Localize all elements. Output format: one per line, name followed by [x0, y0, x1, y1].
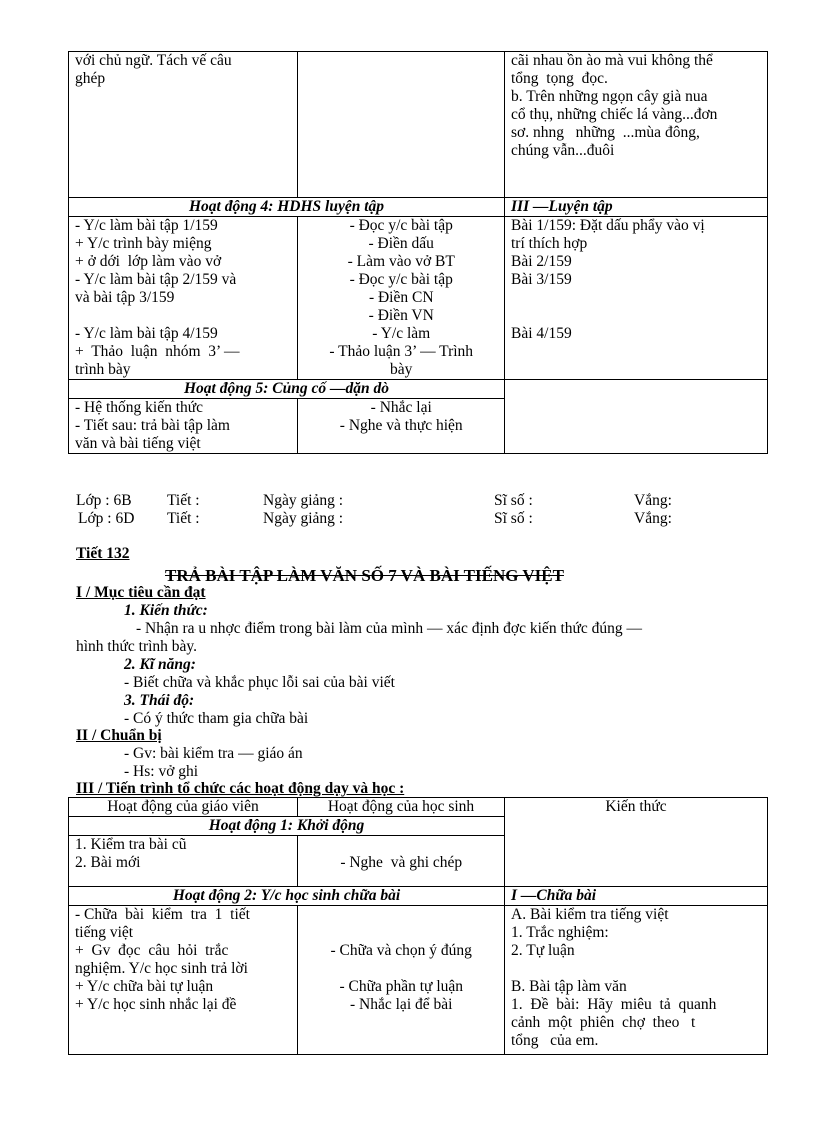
absent-label: Vắng: [634, 492, 672, 509]
cell-line: - Nghe và ghi chép [340, 854, 463, 871]
activity-2-cell [69, 887, 505, 1055]
knowledge-cell [505, 887, 768, 1055]
cell-line: - Tiết sau: trả bài tập làm [75, 417, 230, 434]
attitude-text: - Có ý thức tham gia chữa bài [124, 710, 309, 727]
activity-table-2 [68, 797, 768, 1055]
cell-line: bày [390, 361, 413, 378]
cell-line: - Chữa phần tự luận [339, 978, 464, 995]
cell-line: - Y/c làm [372, 325, 431, 342]
table-row [69, 380, 768, 454]
cell-line: B. Bài tập làm văn [511, 978, 627, 995]
section-procedure: III / Tiến trình tổ chức các hoạt động dạy và học : [76, 780, 405, 797]
spacer [304, 836, 498, 854]
table-cell [505, 52, 768, 198]
teacher-prep: - Gv: bài kiểm tra — giáo án [124, 745, 303, 762]
lesson-period: Tiết 132 [76, 545, 130, 562]
class-label: Lớp : 6B [76, 492, 132, 509]
activity-table-1 [68, 51, 768, 454]
attitude-heading: 3. Thái độ: [124, 692, 195, 709]
cell-line: tổng tọng đọc. [511, 70, 608, 87]
class-label: Lớp : 6D [78, 510, 135, 527]
table-cell [505, 380, 768, 454]
activity-1-title: Hoạt động 1: Khởi động [69, 817, 504, 836]
attendance-label: Sĩ số : [494, 510, 533, 527]
absent-label: Vắng: [634, 510, 672, 527]
section-luyen-tap: III —Luyện tập [505, 198, 767, 217]
teacher-activity [69, 906, 298, 1054]
activity-5-title: Hoạt động 5: Củng cố —dặn dò [69, 380, 504, 399]
cell-line: - Đọc y/c bài tập [349, 217, 453, 234]
cell-line: văn và bài tiếng việt [75, 435, 201, 452]
cell-line: Bài 3/159 [511, 271, 572, 288]
student-activity [298, 836, 504, 886]
cell-line: - Điền dấu [368, 235, 434, 252]
cell-line: sơ. nhng những ...mùa đông, [511, 124, 700, 141]
student-activity [298, 906, 504, 1054]
activity-2-title: Hoạt động 2: Y/c học sinh chữa bài [69, 887, 504, 906]
table-row [69, 52, 768, 198]
activity-4-cell [69, 198, 505, 380]
cell-line: - Chữa bài kiểm tra 1 tiết [75, 906, 250, 923]
cell-line: cổ thụ, những chiếc lá vàng...đơn [511, 106, 718, 123]
cell-line: trí thích hợp [511, 235, 588, 252]
cell-line: - Thảo luận 3’ — Trình [329, 343, 474, 360]
cell-line: + Y/c trình bày miệng [75, 235, 212, 252]
cell-line: 1. Trắc nghiệm: [511, 924, 609, 941]
cell-line: 2. Bài mới [75, 854, 141, 871]
section-preparation: II / Chuẩn bị [76, 727, 162, 744]
student-activity [298, 217, 504, 379]
cell-line: A. Bài kiểm tra tiếng việt [511, 906, 669, 923]
knowledge-heading: 1. Kiến thức: [124, 602, 208, 619]
student-prep: - Hs: vở ghi [124, 763, 199, 780]
cell-line: chúng vẫn...đuôi [511, 142, 615, 159]
cell-line: - Nghe và thực hiện [339, 417, 463, 434]
table-cell [69, 52, 298, 198]
student-activity [298, 399, 504, 453]
cell-line: - Y/c làm bài tập 2/159 và [75, 271, 237, 288]
cell-line: - Y/c làm bài tập 1/159 [75, 217, 218, 234]
teaching-date-label: Ngày giảng : [263, 492, 344, 509]
cell-line: 1. Đề bài: Hãy miêu tả quanh [511, 996, 717, 1013]
cell-line: 1. Kiểm tra bài cũ [75, 836, 187, 853]
attendance-label: Sĩ số : [494, 492, 533, 509]
period-label: Tiết : [167, 510, 200, 527]
teacher-activity [69, 217, 298, 379]
cell-line: b. Trên những ngọn cây già nua [511, 88, 708, 105]
cell-line: - Điền CN [368, 289, 434, 306]
cell-line [511, 960, 761, 978]
cell-line: - Nhắc lại [370, 399, 432, 416]
lesson-title: TRẢ BÀI TẬP LÀM VĂN SỐ 7 VÀ BÀI TIẾNG VIỆT [165, 566, 564, 585]
skills-text: - Biết chữa và khắc phục lỗi sai của bài viết [124, 674, 395, 691]
skills-heading: 2. Kĩ năng: [124, 656, 196, 673]
cell-line: cảnh một phiên chợ theo t [511, 1014, 696, 1031]
cell-line: + Gv đọc câu hỏi trắc [75, 942, 229, 959]
section-chua-bai: I —Chữa bài [505, 887, 767, 906]
column-header: Kiến thức [505, 798, 768, 887]
cell-line: cãi nhau ồn ào mà vui không thể [511, 52, 713, 69]
cell-line: - Điền VN [368, 307, 434, 324]
period-label: Tiết : [167, 492, 200, 509]
teacher-activity [69, 399, 298, 453]
cell-line: trình bày [75, 361, 131, 378]
table-header-row [69, 798, 768, 817]
cell-line [75, 307, 291, 325]
cell-line: nghiệm. Y/c học sinh trả lời [75, 960, 248, 977]
knowledge-text: - Nhận ra u nhợc điểm trong bài làm của mình — xác định đợc kiến thức đúng — [136, 620, 643, 637]
cell-line [304, 960, 498, 978]
cell-line: - Nhắc lại để bài [350, 996, 453, 1013]
column-header: Hoạt động của giáo viên [69, 798, 298, 817]
column-header: Hoạt động của học sinh [298, 798, 505, 817]
table-row [69, 887, 768, 1055]
cell-line [511, 289, 761, 307]
cell-line [304, 924, 498, 942]
cell-line: - Đọc y/c bài tập [349, 271, 453, 288]
cell-line [511, 307, 761, 325]
activity-5-cell [69, 380, 505, 454]
teacher-activity [69, 836, 298, 886]
cell-line: + Thảo luận nhóm 3’ — [75, 343, 240, 360]
table-cell [298, 52, 505, 198]
cell-line: - Chữa và chọn ý đúng [330, 942, 472, 959]
cell-line [304, 906, 498, 924]
knowledge-text: hình thức trình bày. [76, 638, 198, 655]
cell-line: 2. Tự luận [511, 942, 575, 959]
activity-1-cell [69, 817, 505, 887]
cell-line: + Y/c chữa bài tự luận [75, 978, 214, 995]
cell-line: và bài tập 3/159 [75, 289, 175, 306]
knowledge-cell [505, 198, 768, 380]
cell-line: Bài 2/159 [511, 253, 572, 270]
cell-line: + Y/c học sinh nhắc lại đề [75, 996, 237, 1013]
cell-line: ghép [75, 70, 106, 87]
cell-line: với chủ ngữ. Tách vế câu [75, 52, 232, 69]
cell-line: Bài 1/159: Đặt dấu phẩy vào vị [511, 217, 705, 234]
cell-line: - Y/c làm bài tập 4/159 [75, 325, 218, 342]
teaching-date-label: Ngày giảng : [263, 510, 344, 527]
cell-line: - Làm vào vở BT [347, 253, 455, 270]
cell-line: tiếng việt [75, 924, 134, 941]
cell-line: - Hệ thống kiến thức [75, 399, 204, 416]
cell-line: tổng của em. [511, 1032, 599, 1049]
section-objectives: I / Mục tiêu cần đạt [76, 584, 206, 601]
activity-4-title: Hoạt động 4: HDHS luyện tập [69, 198, 504, 217]
cell-line: Bài 4/159 [511, 325, 572, 342]
cell-line: + ở dới lớp làm vào vở [75, 253, 222, 270]
table-row [69, 198, 768, 380]
